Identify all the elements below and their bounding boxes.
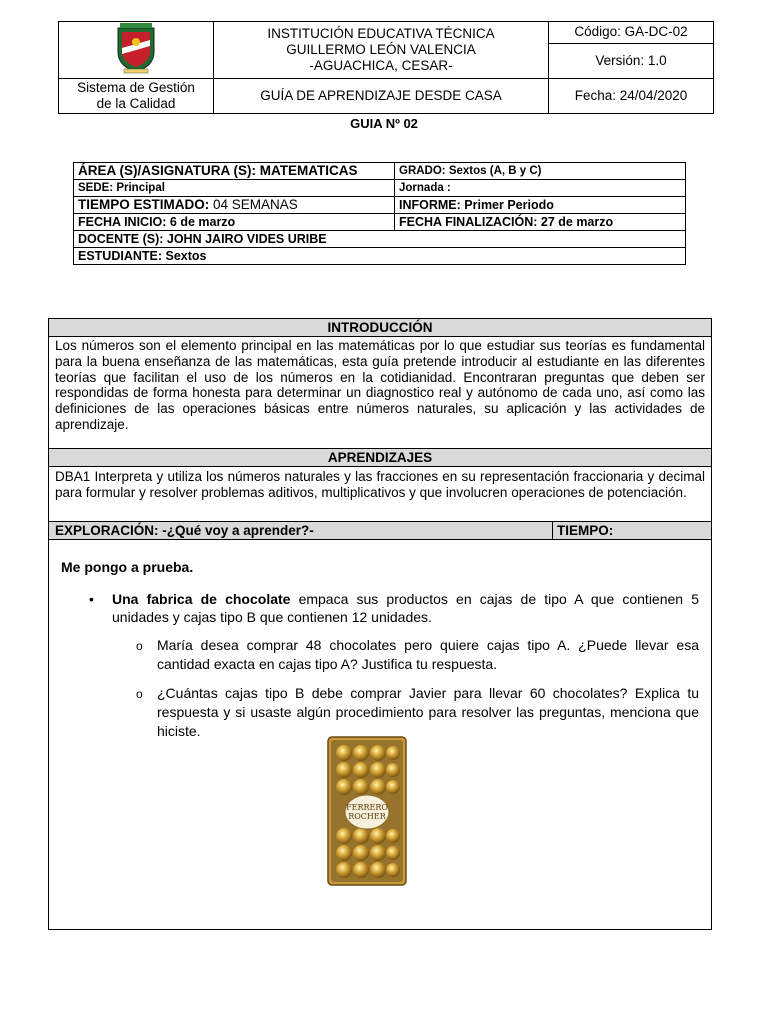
document-version: Versión: 1.0 [549,43,714,79]
brand-line-2: ROCHER [348,812,386,821]
jornada-cell: Jornada : [395,180,686,197]
circle-bullet-icon: o [136,639,143,653]
institution-name-2: GUILLERMO LEÓN VALENCIA [286,42,476,57]
sub-question-2 [61,684,699,741]
grado-cell: GRADO: Sextos (A, B y C) [395,163,686,180]
bullet-icon: • [89,591,94,607]
list-item [61,590,699,626]
sub-question-1-text: María desea comprar 48 chocolates pero quiere cajas tipo A. ¿Puede llevar esa cantidad exacta en cajas tipo A? Justifica tu respuesta. [157,637,699,672]
aprendizajes-text: DBA1 Interpreta y utiliza los números naturales y las fracciones en su representación fraccionaria y decimal para formular y resolver problemas aditivos, multiplicativos y que involucren operaciones de potenciación. [55,469,705,500]
intro-text: Los números son el elemento principal en las matemáticas por lo que estudiar sus teorías es fundamental para la buena enseñanza de las matemáticas, esta guía pretende introducir al estudiante en las diferentes teorías que facilitan el uso de los números en la cotidianidad. Encontraran preguntas que deben ser respondidas de forma honesta para determinar un diagnostico real y autónomo de cada uno, así como las definiciones de las operaciones básicas entre números naturales, su aplicación y las actividades de aprendizaje. [55,338,705,432]
document-code: Código: GA-DC-02 [549,22,714,44]
system-label-1: Sistema de Gestión [77,80,195,95]
aprendizajes-title: APRENDIZAJES [49,449,711,467]
tiempo-label-cell: TIEMPO: [557,523,614,538]
sub-question-1 [61,636,699,674]
sede-cell: SEDE: Principal [74,180,395,197]
exploracion-bar [49,522,711,540]
tiempo-value: 04 SEMANAS [209,197,298,212]
tiempo-label: TIEMPO ESTIMADO: [78,197,210,212]
brand-line-1: FERRERO [346,803,388,812]
exploracion-label: EXPLORACIÓN: -¿Qué voy a aprender?- [49,522,553,539]
bullet-text: empaca sus productos en cajas de tipo A que contienen 5 unidades y cajas tipo B que contienen 12 unidades. [112,591,699,625]
fecha-fin-cell: FECHA FINALIZACIÓN: 27 de marzo [395,214,686,231]
aprendizajes-section [49,467,711,522]
intro-title: INTRODUCCIÓN [49,319,711,337]
document-date: Fecha: 24/04/2020 [549,79,714,114]
guide-title: GUÍA DE APRENDIZAJE DESDE CASA [214,79,549,114]
intro-section [49,337,711,449]
exploracion-content [49,540,711,741]
tiempo-cell [74,197,395,214]
chocolate-box-image [327,736,407,886]
logo-cell [59,22,214,79]
bullet-bold-text: Una fabrica de chocolate [112,591,291,607]
docente-cell: DOCENTE (S): JOHN JAIRO VIDES URIBE [74,231,686,248]
info-table [73,162,686,265]
circle-bullet-icon: o [136,687,143,701]
document-header [58,21,714,114]
institution-name-3: -AGUACHICA, CESAR- [309,58,453,73]
informe-cell: INFORME: Primer Periodo [395,197,686,214]
area-cell: ÁREA (S)/ASIGNATURA (S): MATEMATICAS [74,163,395,180]
guia-number: GUIA Nº 02 [350,116,418,131]
fecha-inicio-cell: FECHA INICIO: 6 de marzo [74,214,395,231]
school-shield-icon [114,22,158,74]
sub-question-2-text: ¿Cuántas cajas tipo B debe comprar Javier para llevar 60 chocolates? Explica tu respuesta y si usaste algún procedimiento para resolver las preguntas, menciona que hiciste. [157,685,699,739]
estudiante-cell: ESTUDIANTE: Sextos [74,248,686,265]
system-label-2: de la Calidad [96,96,176,111]
content-heading: Me pongo a prueba. [61,559,194,575]
institution-name-1: INSTITUCIÓN EDUCATIVA TÉCNICA [267,26,495,41]
